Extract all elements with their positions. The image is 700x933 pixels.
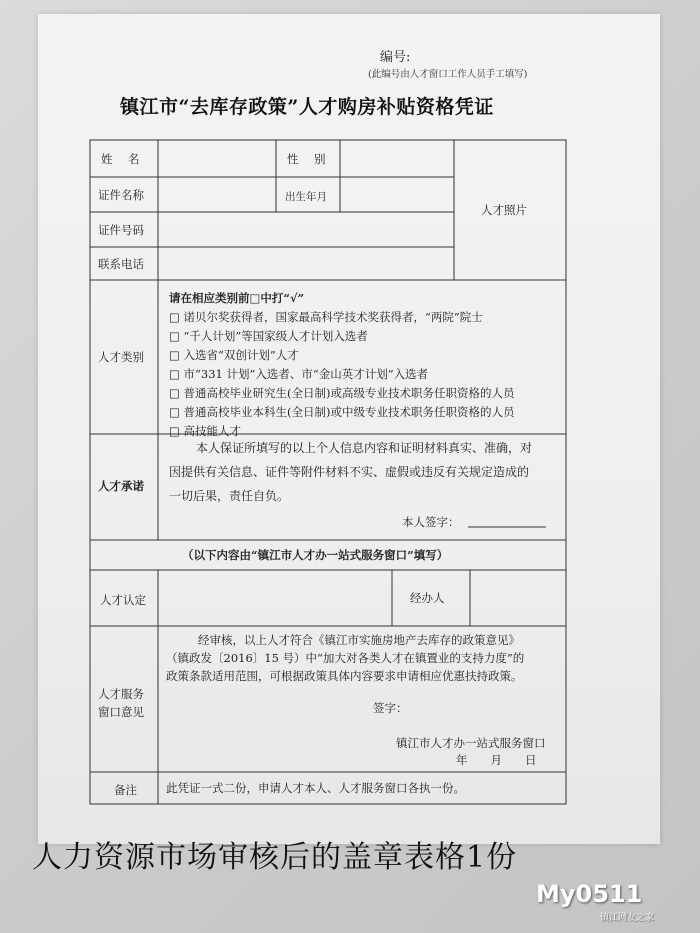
category-option-7[interactable]: □ 高技能人才	[169, 424, 242, 438]
gender-field[interactable]	[341, 141, 453, 176]
name-label: 姓 名	[101, 152, 142, 166]
remark-text: 此凭证一式二份，申请人才本人、人才服务窗口各执一份。	[166, 781, 465, 795]
window-opinion-label-2: 窗口意见	[98, 705, 144, 719]
birth-date-field[interactable]	[341, 178, 453, 211]
photo-label: 人才照片	[481, 203, 527, 217]
commitment-line-3: 一切后果，责任自负。	[169, 489, 290, 503]
handler-field[interactable]	[471, 571, 565, 625]
phone-field[interactable]	[159, 248, 453, 279]
opinion-line-3: 政策条款适用范围，可根据政策具体内容要求申请相应优惠扶持政策。	[166, 669, 523, 683]
id-number-label: 证件号码	[98, 223, 144, 237]
serial-number-note: (此编号由人才窗口工作人员手工填写)	[368, 69, 528, 80]
opinion-date: 年 月 日	[456, 753, 537, 767]
remark-label: 备注	[114, 783, 137, 797]
category-label: 人才类别	[98, 350, 144, 364]
site-watermark-logo: My0511	[536, 880, 643, 908]
birth-date-label: 出生年月	[285, 191, 327, 203]
site-watermark-subtext: 镇江网友之家	[600, 913, 655, 923]
opinion-line-2: （镇政发〔2016〕15 号）中“加大对各类人才在镇置业的支持力度”的	[166, 651, 525, 665]
category-option-2[interactable]: □ “千人计划”等国家级人才计划入选者	[169, 329, 368, 343]
category-option-3[interactable]: □ 入选省“双创计划”人才	[169, 348, 299, 362]
recognition-field[interactable]	[159, 571, 391, 625]
window-opinion-label-1: 人才服务	[98, 687, 144, 701]
id-type-field[interactable]	[159, 178, 275, 211]
recognition-label: 人才认定	[100, 593, 146, 607]
document-title: 镇江市“去库存政策”人才购房补贴资格凭证	[120, 96, 494, 118]
signature-field[interactable]	[468, 510, 546, 527]
serial-number-label: 编号:	[380, 50, 411, 65]
photo-box[interactable]	[455, 141, 565, 279]
category-option-1[interactable]: □ 诺贝尔奖获得者，国家最高科学技术奖获得者，“两院”院士	[169, 310, 483, 324]
window-section-note: （以下内容由“镇江市人才办一站式服务窗口”填写）	[182, 548, 449, 562]
gender-label: 性 别	[287, 152, 328, 166]
phone-label: 联系电话	[98, 257, 144, 271]
opinion-organization: 镇江市人才办一站式服务窗口	[396, 736, 546, 750]
category-option-4[interactable]: □ 市“331 计划”入选者、市“金山英才计划”入选者	[169, 367, 429, 381]
commitment-line-2: 因提供有关信息、证件等附件材料不实、虚假或违反有关规定造成的	[169, 465, 530, 479]
id-number-field[interactable]	[159, 213, 453, 246]
commitment-label: 人才承诺	[98, 479, 144, 493]
handler-label: 经办人	[410, 591, 445, 605]
opinion-line-1: 经审核，以上人才符合《镇江市实施房地产去库存的政策意见》	[198, 633, 520, 647]
caption-overlay: 人力资源市场审核后的盖章表格1份	[32, 840, 518, 875]
signature-label: 本人签字：	[402, 515, 460, 529]
category-option-5[interactable]: □ 普通高校毕业研究生(全日制)或高级专业技术职务任职资格的人员	[169, 386, 515, 400]
id-type-label: 证件名称	[98, 188, 144, 202]
name-field[interactable]	[159, 141, 275, 176]
commitment-line-1: 本人保证所填写的以上个人信息内容和证明材料真实、准确，对	[196, 441, 533, 455]
category-option-6[interactable]: □ 普通高校毕业本科生(全日制)或中级专业技术职务任职资格的人员	[169, 405, 515, 419]
opinion-signature-label: 签字：	[373, 701, 408, 715]
category-instruction: 请在相应类别前□中打“√”	[169, 291, 305, 305]
